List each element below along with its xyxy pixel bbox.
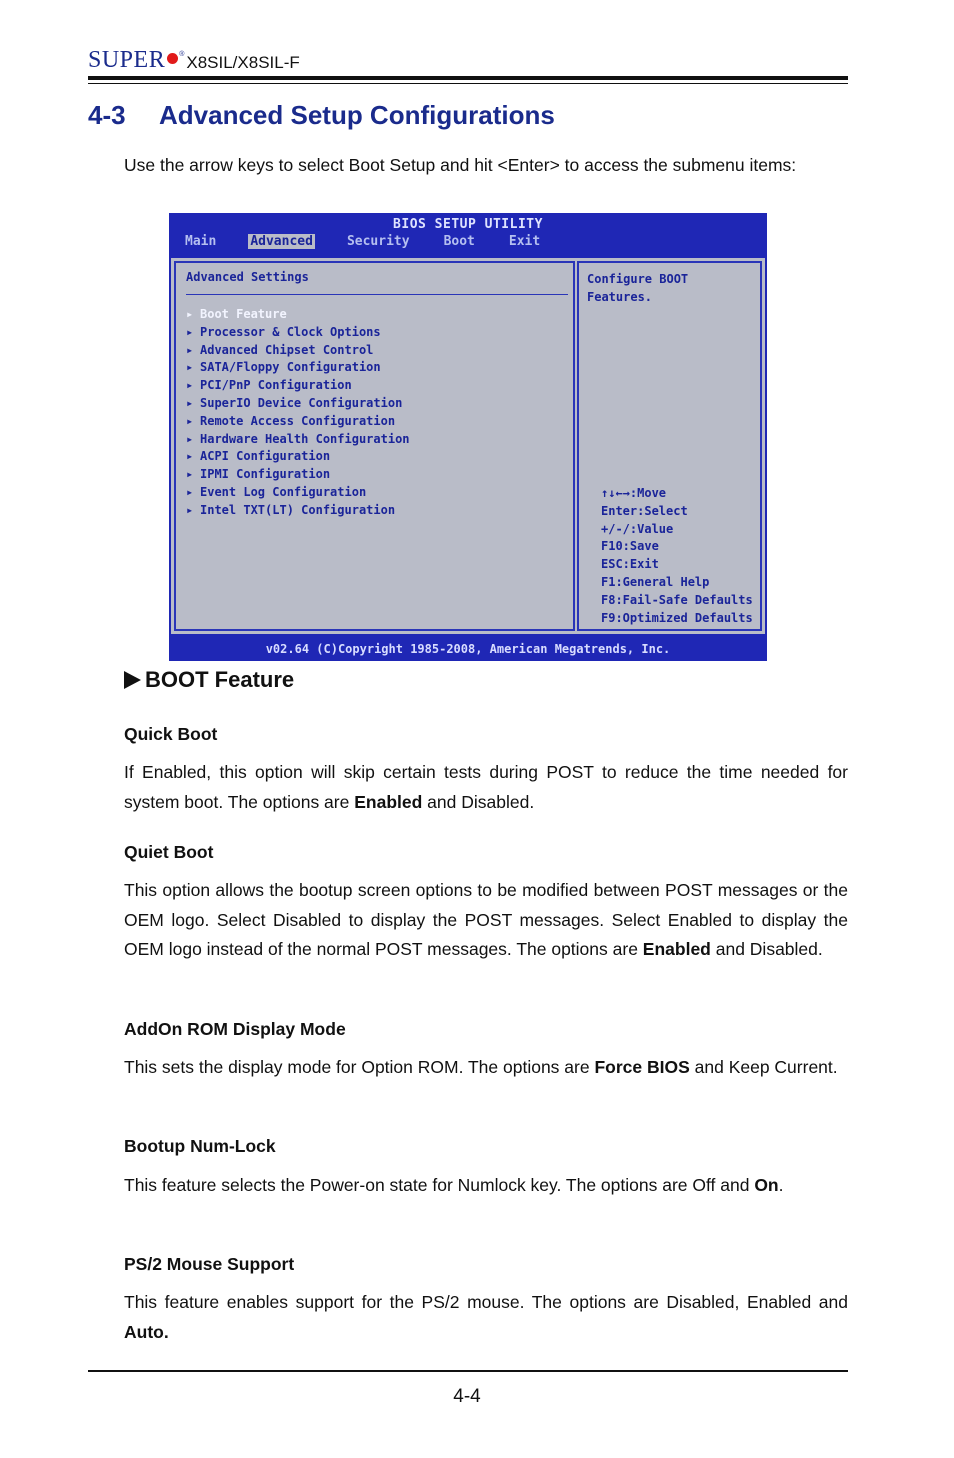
header-rule-thin [88,83,848,84]
boot-feature-heading: BOOT Feature [124,667,294,693]
arrow-right-icon: ▸ [186,431,194,446]
bios-key-optimized: F9:Optimized Defaults [601,610,753,625]
bios-menu-item-pci-pnp[interactable]: ▸ PCI/PnP Configuration [186,377,410,395]
bios-key-move: ↑↓←→:Move [601,486,667,500]
bios-menu-item-chipset[interactable]: ▸ Advanced Chipset Control [186,342,410,360]
arrow-right-icon: ▸ [186,378,194,393]
section-title-text: Advanced Setup Configurations [159,100,555,130]
arrow-right-icon: ▸ [186,342,194,357]
bios-menu-item-intel-txt[interactable]: ▸ Intel TXT(LT) Configuration [186,502,410,520]
bios-copyright: v02.64 (C)Copyright 1985-2008, American Megatrends, Inc. [265,642,671,656]
arrow-right-icon: ▸ [186,449,194,464]
bios-key-select: Enter:Select [601,503,688,518]
quick-boot-title: Quick Boot [124,724,218,744]
bios-menu-item-acpi[interactable]: ▸ ACPI Configuration [186,448,410,466]
bios-key-help: F1:General Help [601,574,710,589]
bios-menu-item-hardware-health[interactable]: ▸ Hardware Health Configuration [186,431,410,449]
arrow-right-icon: ▸ [186,360,194,375]
bios-help-text: Configure BOOT Features. [587,272,689,304]
bios-panel [171,258,765,634]
bios-tab-main[interactable]: Main [185,234,217,249]
bios-menu-item-processor-clock[interactable]: ▸ Processor & Clock Options [186,324,410,342]
bios-tab-bar [183,234,572,249]
brand-logo [88,44,300,72]
addon-rom-text: This sets the display mode for Option ROM. The options are Force BIOS and Keep Current. [124,1057,838,1077]
arrow-right-icon: ▸ [186,413,194,428]
board-model: X8SIL/X8SIL-F [186,53,300,72]
bios-menu-item-superio[interactable]: ▸ SuperIO Device Configuration [186,395,410,413]
bios-settings-pane [174,261,575,631]
bios-menu-item-sata-floppy[interactable]: ▸ SATA/Floppy Configuration [186,359,410,377]
bios-key-legend [601,485,753,627]
bios-divider [186,294,568,295]
addon-rom-title: AddOn ROM Display Mode [124,1019,346,1039]
quiet-boot-text: This option allows the bootup screen options to be modified between POST messages or the OEM logo. Select Disabled to display the POST messages. Select Enabled to display the OEM logo instead of the normal POST messages. The options are Enabled and Disabled. [124,880,848,959]
section-number: 4-3 [88,100,126,130]
arrow-right-icon: ▸ [186,502,194,517]
section-intro: Use the arrow keys to select Boot Setup and hit <Enter> to access the submenu items: [124,155,797,175]
numlock-title: Bootup Num-Lock [124,1136,276,1156]
quick-boot-text: If Enabled, this option will skip certain tests during POST to reduce the time needed for system boot. The options are Enabled and Disabled. [124,762,848,812]
brand-name: SUPER [88,47,166,73]
bios-title: BIOS SETUP UTILITY [393,217,543,232]
page-number: 4-4 [453,1386,481,1407]
triangle-right-icon [124,671,141,689]
ps2-mouse-text: This feature enables support for the PS/2 mouse. The options are Disabled, Enabled and Auto. [124,1292,848,1342]
bios-key-save: F10:Save [601,539,659,554]
bios-tab-security[interactable]: Security [346,234,410,249]
bios-menu [186,306,410,520]
footer-rule [88,1370,848,1372]
bios-menu-item-event-log[interactable]: ▸ Event Log Configuration [186,484,410,502]
quiet-boot-title: Quiet Boot [124,842,214,862]
bios-menu-item-remote-access[interactable]: ▸ Remote Access Configuration [186,413,410,431]
bios-help-pane [577,261,762,631]
arrow-right-icon: ▸ [186,467,194,482]
arrow-right-icon: ▸ [186,324,194,339]
brand-dot-icon [167,53,178,64]
section-title [88,100,555,131]
arrow-right-icon: ▸ [186,395,194,410]
numlock-text: This feature selects the Power-on state for Numlock key. The options are Off and On. [124,1175,784,1195]
arrow-right-icon: ▸ [186,307,194,321]
bios-screenshot [169,213,767,661]
bios-tab-exit[interactable]: Exit [508,234,541,249]
bios-tab-boot[interactable]: Boot [443,234,475,249]
ps2-mouse-title: PS/2 Mouse Support [124,1254,295,1274]
bios-menu-item-boot-feature[interactable]: ▸ Boot Feature [186,306,410,324]
bios-key-exit: ESC:Exit [601,557,659,572]
bios-menu-item-ipmi[interactable]: ▸ IPMI Configuration [186,466,410,484]
bios-tab-advanced[interactable]: Advanced [250,234,313,249]
arrow-right-icon: ▸ [186,484,194,499]
brand-registered-mark: ® [179,51,185,58]
bios-key-failsafe: F8:Fail-Safe Defaults [601,592,753,607]
bios-settings-heading: Advanced Settings [186,270,309,284]
bios-key-value: +/-/:Value [601,521,674,536]
header-rule [88,76,848,80]
